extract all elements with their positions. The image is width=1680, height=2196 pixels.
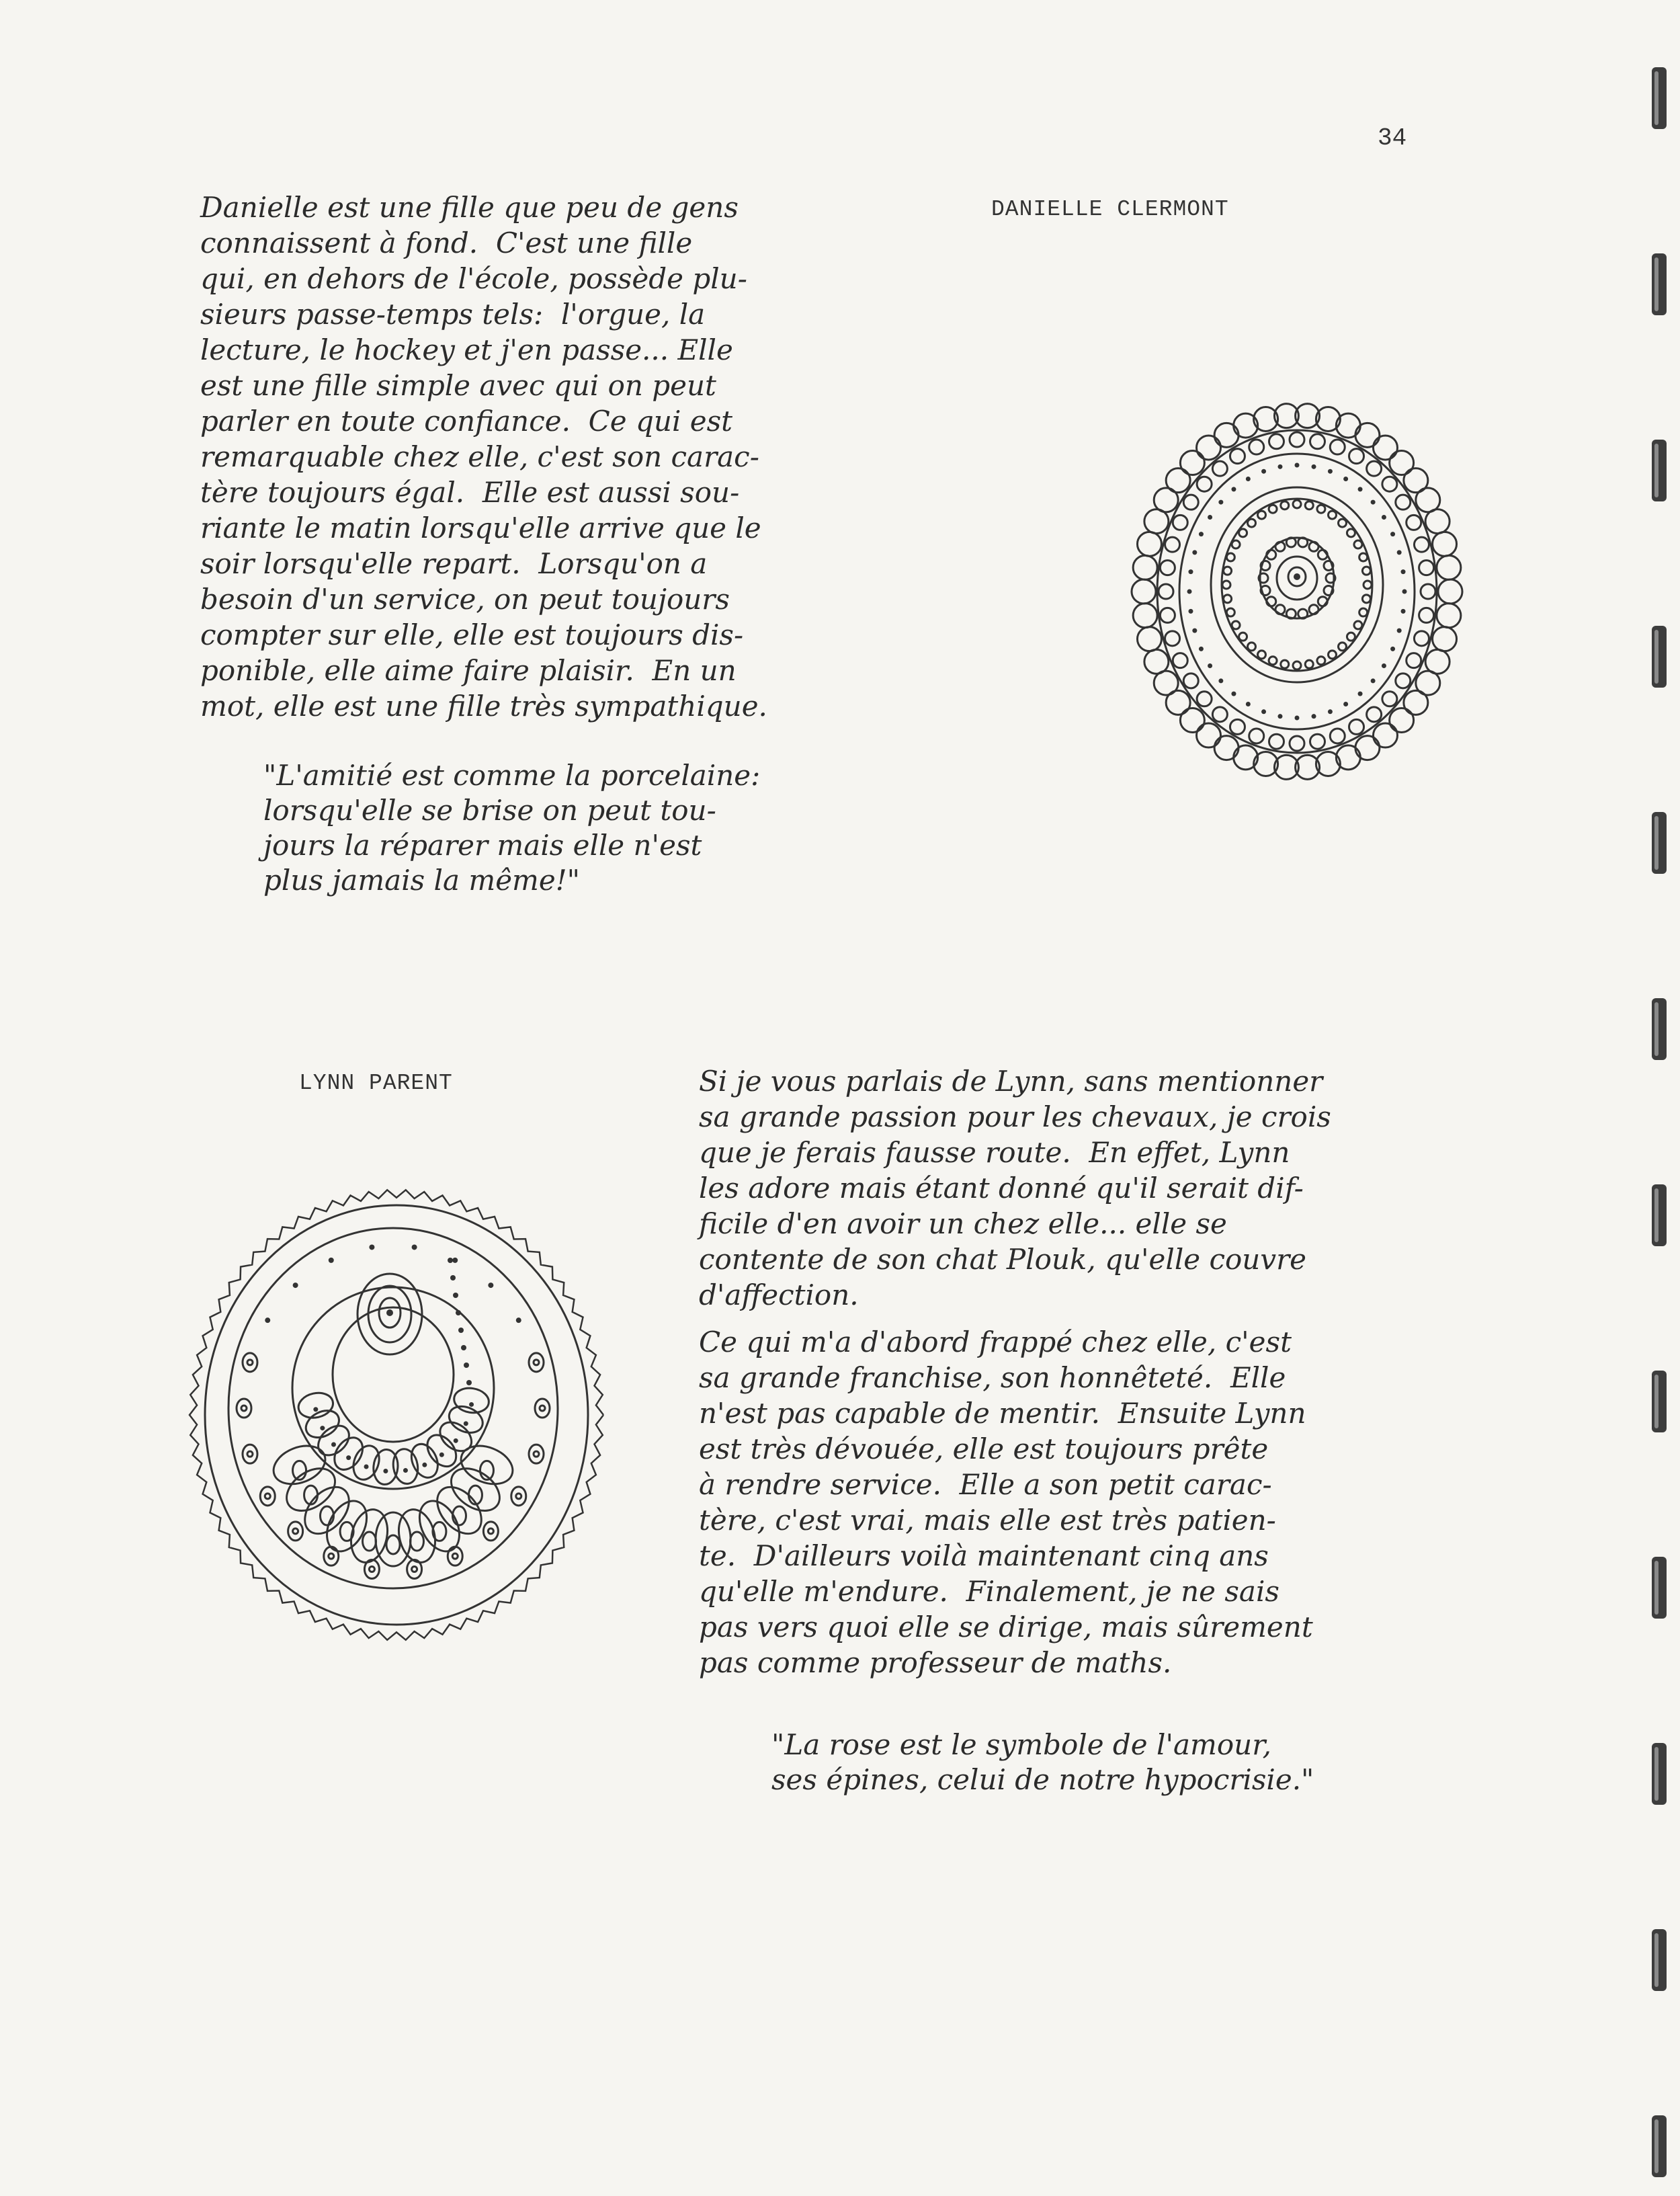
text-line: Si je vous parlais de Lynn, sans mentionner xyxy=(699,1065,1323,1098)
top-dot xyxy=(386,1309,393,1316)
petal xyxy=(1248,643,1256,651)
petal-dot xyxy=(383,1469,388,1473)
dot xyxy=(1312,464,1316,469)
outer-scallop xyxy=(1180,451,1204,475)
ring xyxy=(1211,487,1383,682)
outer-scallop xyxy=(1373,436,1397,460)
petal xyxy=(1222,581,1230,589)
outer-scallop xyxy=(1433,532,1457,556)
binding-hole xyxy=(1652,812,1667,874)
petal xyxy=(1329,651,1337,659)
outer-scallop xyxy=(1390,708,1414,732)
outer-scallop xyxy=(1404,690,1428,715)
petal xyxy=(1269,657,1277,665)
dot xyxy=(1295,463,1300,468)
text-line: sa grande franchise, son honnêteté. Elle xyxy=(699,1361,1286,1394)
dot xyxy=(1208,515,1212,520)
small-oval xyxy=(237,1399,251,1418)
danielle-quote xyxy=(263,758,760,898)
tear-petal xyxy=(452,1386,491,1416)
lynn-name: LYNN PARENT xyxy=(299,1071,453,1096)
petal xyxy=(1354,540,1362,548)
text-line: lorsqu'elle se brise on peut tou- xyxy=(263,794,716,827)
dot xyxy=(453,1293,458,1298)
dot xyxy=(293,1283,298,1288)
outer-scallop xyxy=(1197,723,1221,747)
text-line: soir lorsqu'elle repart. Lorsqu'on a xyxy=(200,547,708,580)
small-oval-center xyxy=(534,1360,539,1365)
outer-scallop xyxy=(1214,736,1238,760)
outer-scallop xyxy=(1197,436,1221,460)
inner-scallop xyxy=(1367,461,1382,476)
dot xyxy=(1231,692,1236,696)
text-line: compter sur elle, elle est toujours dis- xyxy=(200,618,744,651)
binding-hole xyxy=(1652,1557,1667,1619)
small-oval xyxy=(535,1399,550,1418)
petal-dot xyxy=(439,1453,444,1457)
small-oval xyxy=(324,1547,339,1565)
dot xyxy=(1328,469,1333,474)
petal xyxy=(1354,621,1362,629)
big-petal-center xyxy=(386,1535,400,1554)
dot xyxy=(1371,500,1376,505)
dot xyxy=(1246,477,1251,481)
dot xyxy=(458,1328,464,1333)
petal xyxy=(1309,542,1318,551)
inner-scallop xyxy=(1212,707,1227,722)
binding-hole xyxy=(1652,2115,1667,2177)
dot xyxy=(329,1258,334,1263)
tear-petal xyxy=(445,1401,487,1438)
outer-scallop xyxy=(1214,423,1238,447)
inner-scallop xyxy=(1165,631,1180,646)
inner-scallop xyxy=(1160,608,1175,622)
dot xyxy=(448,1258,453,1263)
lynn-paragraph-2 xyxy=(699,1324,1313,1680)
inner-scallop xyxy=(1212,461,1227,476)
petal xyxy=(1293,661,1301,669)
text-line: riante le matin lorsqu'elle arrive que le xyxy=(200,512,761,544)
danielle-paragraph xyxy=(200,190,767,724)
danielle-name: DANIELLE CLERMONT xyxy=(991,197,1229,222)
petal xyxy=(1226,553,1234,561)
petal xyxy=(1239,633,1247,641)
small-oval xyxy=(448,1547,462,1565)
binding-hole xyxy=(1652,626,1667,688)
small-oval-center xyxy=(293,1529,298,1534)
text-line: à rendre service. Elle a son petit carac- xyxy=(699,1468,1272,1501)
dot xyxy=(1261,469,1266,474)
text-line: est très dévouée, elle est toujours prête xyxy=(699,1432,1269,1465)
inner-scallop xyxy=(1290,736,1304,751)
inner-scallop xyxy=(1310,734,1325,749)
tear-petal xyxy=(302,1406,344,1443)
dot xyxy=(1371,678,1376,683)
dot xyxy=(461,1345,466,1350)
outer-scallop xyxy=(1433,627,1457,651)
inner-scallop xyxy=(1406,515,1421,530)
small-oval-center xyxy=(412,1567,417,1572)
small-oval-center xyxy=(534,1451,539,1457)
inner-scallop xyxy=(1367,707,1382,722)
ring xyxy=(1179,454,1415,729)
petal xyxy=(1309,605,1318,614)
dot xyxy=(1208,663,1212,668)
inner-scallop xyxy=(1419,561,1434,575)
dot xyxy=(1231,487,1236,491)
page-number: 34 xyxy=(1378,124,1407,152)
dot xyxy=(1312,714,1316,719)
lynn-paragraph-1 xyxy=(699,1063,1331,1313)
petal xyxy=(1359,553,1368,561)
petal xyxy=(1258,511,1266,519)
inner-scallop xyxy=(1197,692,1212,706)
petal xyxy=(1281,660,1289,668)
petal-dot xyxy=(403,1468,408,1473)
dot xyxy=(1261,709,1266,714)
petal xyxy=(1275,542,1285,551)
inner-scallop xyxy=(1349,719,1364,734)
dot xyxy=(1358,487,1363,491)
small-oval xyxy=(483,1522,498,1541)
text-line: lecture, le hockey et j'en passe... Elle xyxy=(200,333,733,366)
petal-dot xyxy=(313,1407,318,1412)
small-oval-center xyxy=(329,1553,334,1559)
dot xyxy=(265,1317,270,1323)
big-petal-center xyxy=(363,1532,376,1551)
dot xyxy=(1187,589,1192,594)
text-line: que je ferais fausse route. En effet, Lynn xyxy=(699,1136,1290,1169)
inner-scallop xyxy=(1249,440,1264,454)
outer-scallop xyxy=(1355,736,1380,760)
inner-scallop xyxy=(1396,495,1411,510)
petal xyxy=(1258,651,1266,659)
dot xyxy=(1343,477,1348,481)
inner-scallop xyxy=(1421,584,1435,599)
text-line: remarquable chez elle, c'est son carac- xyxy=(200,440,759,473)
dot xyxy=(412,1244,417,1250)
small-oval xyxy=(243,1353,257,1372)
dot xyxy=(456,1310,461,1315)
big-petal xyxy=(376,1512,411,1566)
text-line: ficile d'en avoir un chez elle... elle se xyxy=(699,1207,1227,1240)
inner-scallop xyxy=(1160,561,1175,575)
petal xyxy=(1248,519,1256,527)
dot xyxy=(450,1275,456,1280)
inner-scallop xyxy=(1197,477,1212,491)
tear-petal xyxy=(407,1440,443,1481)
outer-scallop xyxy=(1132,579,1156,604)
text-line: qu'elle m'endure. Finalement, je ne sais xyxy=(699,1575,1279,1608)
small-oval xyxy=(529,1445,544,1463)
outer-scallop xyxy=(1438,579,1462,604)
petal xyxy=(1305,660,1313,668)
small-oval-center xyxy=(452,1553,458,1559)
petal-dot xyxy=(346,1455,351,1460)
inner-scallop xyxy=(1382,477,1397,491)
big-petal xyxy=(268,1439,331,1492)
inner-scallop xyxy=(1269,434,1284,449)
text-line: mot, elle est une fille très sympathique. xyxy=(200,690,767,723)
dot xyxy=(1390,532,1395,536)
petal xyxy=(1232,540,1240,548)
outer-scallop xyxy=(1133,604,1157,628)
outer-scallop xyxy=(1137,627,1161,651)
inner-scallop xyxy=(1183,674,1198,688)
dot xyxy=(1192,550,1197,555)
text-line: contente de son chat Plouk, qu'elle couvre xyxy=(699,1243,1307,1276)
petal-dot xyxy=(464,1421,468,1426)
small-oval-center xyxy=(540,1406,545,1411)
inner-scallop xyxy=(1406,653,1421,668)
petal-dot xyxy=(422,1463,427,1467)
small-oval-center xyxy=(247,1451,253,1457)
petal xyxy=(1338,519,1346,527)
petal xyxy=(1363,581,1372,589)
dot xyxy=(1401,569,1406,574)
dot xyxy=(488,1283,493,1288)
inner-scallop xyxy=(1249,729,1264,743)
dot xyxy=(1246,702,1251,706)
small-oval xyxy=(511,1487,526,1506)
text-line: te. D'ailleurs voilà maintenant cinq ans xyxy=(699,1539,1269,1572)
text-line: "La rose est le symbole de l'amour, xyxy=(771,1728,1272,1761)
petal-dot xyxy=(364,1465,369,1469)
inner-scallop xyxy=(1382,692,1397,706)
big-petal xyxy=(456,1439,519,1492)
small-oval xyxy=(529,1353,544,1372)
danielle-mandala xyxy=(1129,390,1465,793)
text-line: plus jamais la même!" xyxy=(263,864,580,897)
binding-hole xyxy=(1652,67,1667,129)
petal xyxy=(1359,608,1368,616)
binding-hole xyxy=(1652,1184,1667,1246)
outer-ring xyxy=(205,1205,588,1625)
inner-scallop xyxy=(1330,440,1345,454)
text-line: pas vers quoi elle se dirige, mais sûrement xyxy=(699,1611,1313,1643)
text-line: qui, en dehors de l'école, possède plu- xyxy=(200,262,747,295)
inner-scallop xyxy=(1173,515,1187,530)
outer-scallop xyxy=(1180,708,1204,732)
dot xyxy=(1277,464,1282,469)
petal xyxy=(1347,633,1355,641)
dot xyxy=(1218,500,1223,505)
text-line: parler en toute confiance. Ce qui est xyxy=(200,405,733,438)
small-oval-center xyxy=(247,1360,253,1365)
small-oval-center xyxy=(265,1494,270,1499)
text-line: "L'amitié est comme la porcelaine: xyxy=(263,759,761,792)
petal xyxy=(1275,605,1285,614)
small-oval xyxy=(288,1522,303,1541)
text-line: les adore mais étant donné qu'il serait dif- xyxy=(699,1172,1304,1205)
center-dot xyxy=(1294,573,1300,580)
dot xyxy=(1397,628,1402,633)
inner-scallop xyxy=(1414,537,1429,552)
petal xyxy=(1224,567,1232,575)
outer-zigzag xyxy=(190,1190,603,1639)
binding-hole xyxy=(1652,1743,1667,1805)
text-line: jours la réparer mais elle n'est xyxy=(263,829,702,862)
tear-petal xyxy=(296,1390,336,1421)
inner-scallop xyxy=(1159,584,1173,599)
dot xyxy=(1401,609,1406,614)
dot xyxy=(1199,532,1204,536)
dot xyxy=(1382,663,1386,668)
inner-scallop xyxy=(1230,449,1245,464)
dot xyxy=(466,1380,472,1385)
dot xyxy=(464,1363,469,1368)
petal xyxy=(1293,500,1301,508)
small-oval-center xyxy=(488,1529,493,1534)
dot xyxy=(1343,702,1348,706)
outer-scallop xyxy=(1137,532,1161,556)
dot xyxy=(1277,714,1282,719)
petal xyxy=(1317,505,1325,513)
text-line: tère toujours égal. Elle est aussi sou- xyxy=(200,476,740,509)
text-line: ponible, elle aime faire plaisir. En un xyxy=(200,654,737,687)
outer-scallop xyxy=(1355,423,1380,447)
inner-scallop xyxy=(1330,729,1345,743)
petal xyxy=(1338,643,1346,651)
tear-petal xyxy=(349,1442,383,1483)
petal xyxy=(1224,595,1232,603)
petal xyxy=(1305,501,1313,510)
big-petal-center xyxy=(410,1532,423,1551)
outer-scallop xyxy=(1425,510,1450,534)
text-line: ses épines, celui de notre hypocrisie." xyxy=(771,1763,1314,1796)
petal-dot xyxy=(320,1426,325,1430)
text-line: est une fille simple avec qui on peut xyxy=(200,369,716,402)
text-line: besoin d'un service, on peut toujours xyxy=(200,583,730,616)
ring xyxy=(1222,499,1372,671)
inner-scallop xyxy=(1414,631,1429,646)
outer-scallop xyxy=(1437,555,1461,579)
dot xyxy=(1402,589,1407,594)
petal-dot xyxy=(454,1438,458,1443)
dot xyxy=(516,1317,521,1323)
binding-hole xyxy=(1652,253,1667,315)
inner-scallop xyxy=(1290,432,1304,447)
inner-scallop xyxy=(1269,734,1284,749)
petal-dot xyxy=(331,1442,336,1447)
text-line: Danielle est une fille que peu de gens xyxy=(200,191,739,224)
text-line: sa grande passion pour les chevaux, je crois xyxy=(699,1100,1331,1133)
dot xyxy=(1199,647,1204,651)
petal-dot xyxy=(469,1402,474,1407)
petal xyxy=(1347,529,1355,537)
outer-scallop xyxy=(1166,469,1190,493)
binding-hole xyxy=(1652,1371,1667,1432)
petal xyxy=(1269,505,1277,513)
dot xyxy=(1218,678,1223,683)
dot xyxy=(1188,609,1193,614)
dot xyxy=(1295,716,1300,721)
dot xyxy=(1397,550,1402,555)
text-line: d'affection. xyxy=(699,1278,859,1311)
binding-hole xyxy=(1652,1929,1667,1991)
inner-scallop xyxy=(1419,608,1434,622)
petal xyxy=(1362,595,1370,603)
tear-petal xyxy=(421,1430,462,1472)
text-line: n'est pas capable de mentir. Ensuite Lynn xyxy=(699,1397,1306,1430)
inner-scallop xyxy=(1349,449,1364,464)
text-line: Ce qui m'a d'abord frappé chez elle, c'est xyxy=(699,1326,1292,1358)
outer-scallop xyxy=(1144,649,1169,674)
text-line: connaissent à fond. C'est une fille xyxy=(200,227,693,259)
outer-scallop xyxy=(1437,604,1461,628)
text-line: tère, c'est vrai, mais elle est très patien- xyxy=(699,1504,1276,1537)
lynn-mandala xyxy=(181,1183,625,1667)
outer-scallop xyxy=(1336,413,1360,438)
petal xyxy=(1281,501,1289,510)
small-oval-center xyxy=(241,1406,247,1411)
tear-petal xyxy=(372,1449,400,1486)
dot xyxy=(1328,709,1333,714)
outer-scallop xyxy=(1373,723,1397,747)
inner-scallop xyxy=(1165,537,1180,552)
inner-scallop xyxy=(1173,653,1187,668)
outer-scallop xyxy=(1133,555,1157,579)
dot xyxy=(1382,515,1386,520)
text-line: pas comme professeur de maths. xyxy=(699,1646,1172,1679)
outer-scallop xyxy=(1390,451,1414,475)
petal xyxy=(1239,529,1247,537)
text-line: sieurs passe-temps tels: l'orgue, la xyxy=(200,298,706,331)
petal xyxy=(1226,608,1234,616)
dot xyxy=(1358,692,1363,696)
lynn-quote xyxy=(771,1727,1314,1797)
inner-scallop xyxy=(1230,719,1245,734)
petal xyxy=(1329,511,1337,519)
small-oval-center xyxy=(369,1567,374,1572)
outer-scallop xyxy=(1234,745,1258,770)
small-oval xyxy=(243,1445,257,1463)
dot xyxy=(452,1258,458,1263)
inner-scallop xyxy=(1310,434,1325,449)
inner-scallop xyxy=(1396,674,1411,688)
dot xyxy=(1192,628,1197,633)
petal xyxy=(1362,567,1370,575)
small-oval-center xyxy=(516,1494,521,1499)
binding-hole xyxy=(1652,998,1667,1060)
petal xyxy=(1232,621,1240,629)
tear-petal xyxy=(391,1447,421,1486)
small-oval xyxy=(260,1487,275,1506)
petal xyxy=(1317,657,1325,665)
dot xyxy=(1188,569,1193,574)
inner-scallop xyxy=(1183,495,1198,510)
dot xyxy=(1390,647,1395,651)
binding-hole xyxy=(1652,440,1667,501)
dot xyxy=(369,1244,374,1250)
